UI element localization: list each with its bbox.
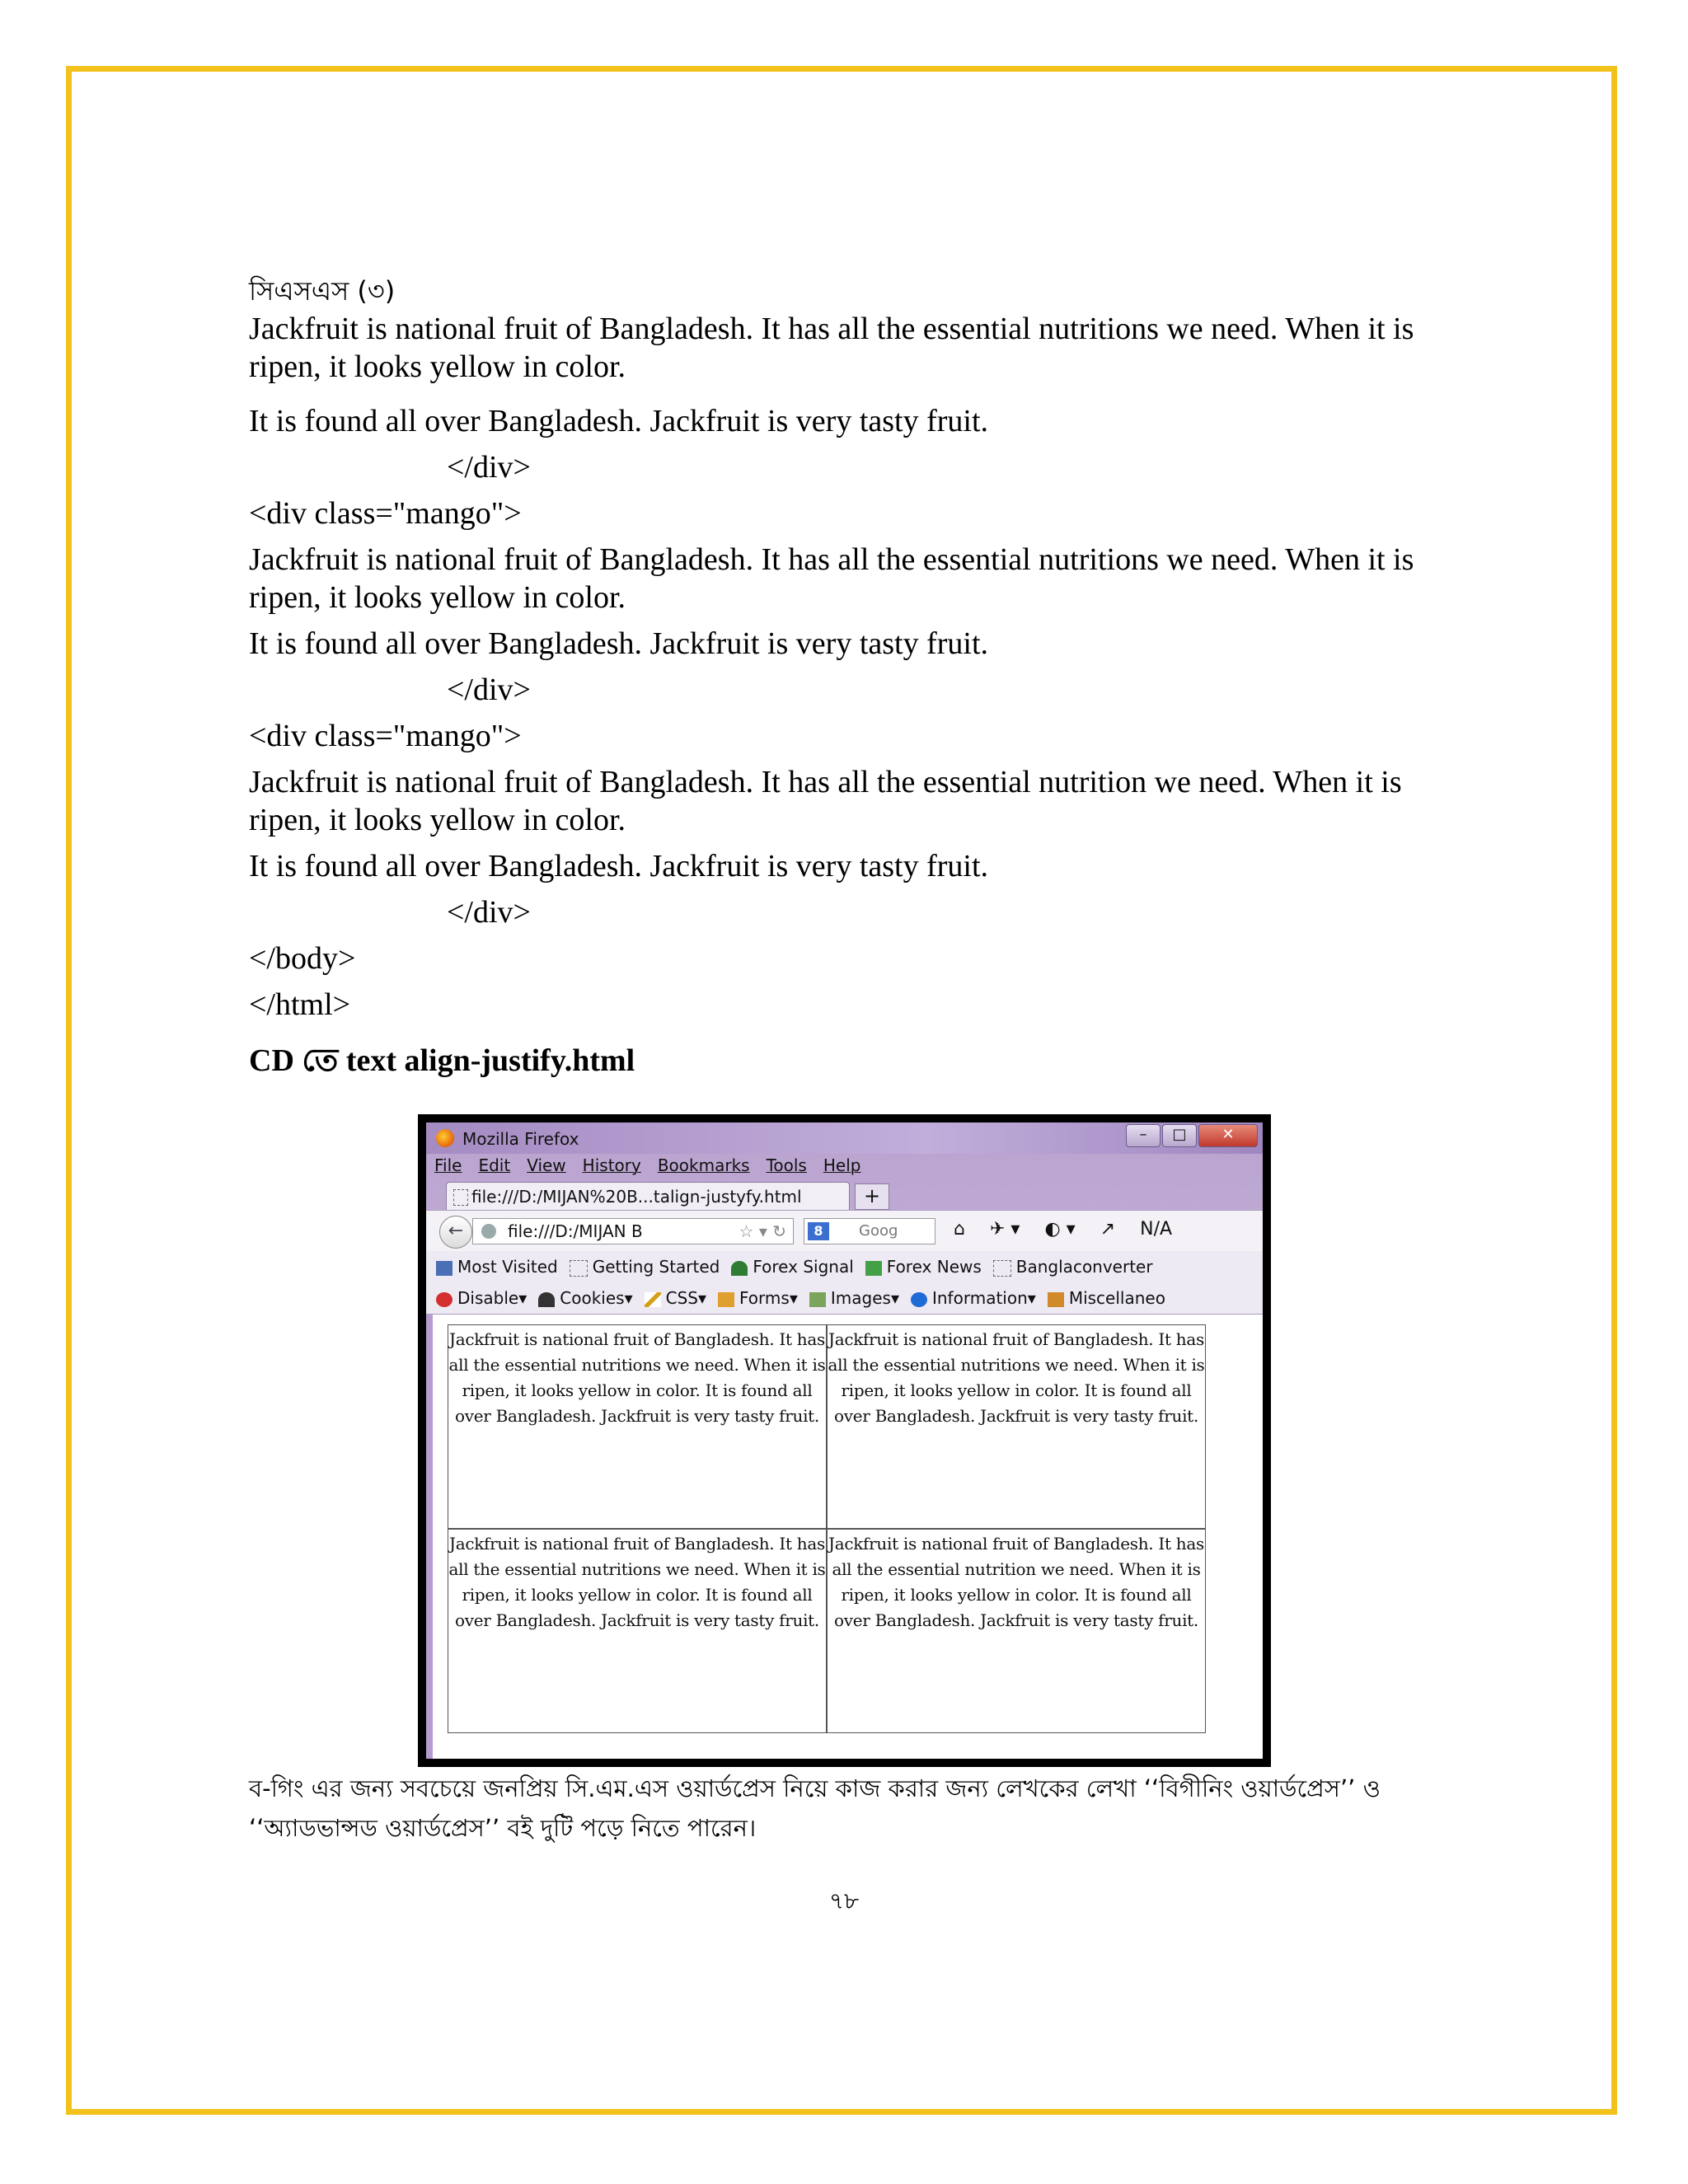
paragraph-1b: It is found all over Bangladesh. Jackfruit is very tasty fruit.: [249, 404, 989, 438]
addon-icon[interactable]: ✈ ▾: [989, 1219, 1020, 1240]
paragraph-2b: It is found all over Bangladesh. Jackfruit is very tasty fruit.: [249, 626, 989, 661]
navigation-toolbar: [426, 1210, 1263, 1252]
back-button[interactable]: ←: [439, 1216, 472, 1249]
grid-cell: Jackfruit is national fruit of Bangladesh. It has all the essential nutritions we need. When it is ripen, it looks yellow in color. It is found all over Bangladesh. Jackfruit is very tasty fruit.: [827, 1324, 1206, 1529]
webdev-label: Forms: [739, 1288, 790, 1308]
grid-cell: Jackfruit is national fruit of Bangladesh. It has all the essential nutritions we need. When it is ripen, it looks yellow in color. It is found all over Bangladesh. Jackfruit is very tasty fruit.: [448, 1529, 827, 1733]
menu-help[interactable]: Help: [823, 1155, 861, 1175]
side-strip: [426, 1315, 433, 1759]
content-grid: [448, 1324, 1206, 1733]
bookmark-label: Forex News: [886, 1257, 982, 1277]
page-icon: [993, 1260, 1011, 1277]
paragraph-1: Jackfruit is national fruit of Bangladesh. It has all the essential nutritions we need. When it is ripen, it looks yellow in color.: [249, 312, 1414, 384]
paragraph-3b: It is found all over Bangladesh. Jackfruit is very tasty fruit.: [249, 849, 989, 883]
bookmark-getting-started[interactable]: [570, 1257, 720, 1277]
menu-history[interactable]: History: [582, 1155, 641, 1175]
menu-tools[interactable]: Tools: [766, 1155, 807, 1175]
menu-file[interactable]: File: [434, 1155, 462, 1175]
code-close-div-2: </div>: [447, 673, 531, 707]
paragraph-2: Jackfruit is national fruit of Bangladesh. It has all the essential nutritions we need. When it is ripen, it looks yellow in color.: [249, 542, 1414, 615]
globe-icon: [481, 1224, 496, 1239]
search-placeholder: Goog: [859, 1222, 898, 1240]
menu-bar: [434, 1155, 860, 1175]
caption-text: ব-গিং এর জন্য সবচেয়ে জনপ্রিয় সি.এম.এস ওয়ার্ডপ্রেস নিয়ে কাজ করার জন্য লেখকের লেখা ‘‘বিগীনিং ওয়ার্ডপ্রেস’’ ও ‘‘অ্যাডভান্সড ওয়ার্ডপ্রেস’’ বই দুটি পড়ে নিতে পারেন।: [249, 1774, 1381, 1842]
tab-label: file:///D:/MIJAN%20B...talign-justyfy.html: [471, 1187, 802, 1207]
menu-edit[interactable]: Edit: [478, 1155, 511, 1175]
bookmark-label: Banglaconverter: [1015, 1257, 1153, 1277]
na-label: N/A: [1140, 1219, 1173, 1240]
webdev-label: Images: [830, 1288, 891, 1308]
minimize-button[interactable]: –: [1126, 1124, 1160, 1147]
webdev-label: CSS: [665, 1288, 698, 1308]
bell-icon: [731, 1261, 748, 1276]
chart-icon[interactable]: ↗: [1100, 1219, 1116, 1240]
page-icon: [570, 1260, 588, 1277]
menu-view[interactable]: View: [527, 1155, 566, 1175]
globe-addon-icon[interactable]: ◐ ▾: [1044, 1219, 1076, 1240]
bookmark-label: Getting Started: [592, 1257, 720, 1277]
news-icon: [865, 1261, 882, 1276]
webdev-cookies[interactable]: Cookies▾: [538, 1288, 632, 1308]
browser-screenshot: [418, 1114, 1271, 1767]
webdev-forms[interactable]: Forms▾: [718, 1288, 798, 1308]
disable-icon: [436, 1292, 452, 1307]
bookmark-label: Forex Signal: [753, 1257, 854, 1277]
paragraph-3: Jackfruit is national fruit of Bangladesh. It has all the essential nutrition we need. When it is ripen, it looks yellow in color.: [249, 765, 1402, 837]
webdev-miscellaneous[interactable]: [1048, 1288, 1165, 1308]
page-viewport: [426, 1315, 1263, 1759]
css-icon: [645, 1292, 661, 1307]
forms-icon: [718, 1292, 734, 1307]
webdev-label: Cookies: [560, 1288, 625, 1308]
cd-file-label: CD তে text align-justify.html: [249, 1043, 635, 1078]
web-developer-toolbar: [426, 1282, 1263, 1315]
bookmark-forex-signal[interactable]: [731, 1257, 853, 1277]
firefox-window: [426, 1122, 1263, 1759]
misc-icon: [1048, 1292, 1064, 1307]
home-icon[interactable]: ⌂: [954, 1219, 965, 1240]
bookmark-banglaconverter[interactable]: [993, 1257, 1153, 1277]
webdev-label: Miscellaneo: [1068, 1288, 1165, 1308]
close-button[interactable]: ✕: [1198, 1124, 1258, 1147]
webdev-images[interactable]: Images▾: [809, 1288, 899, 1308]
webdev-information[interactable]: Information▾: [911, 1288, 1036, 1308]
section-heading: সিএসএস (৩): [249, 275, 396, 307]
code-open-div-3: <div class="mango">: [249, 719, 522, 753]
google-icon: 8: [808, 1222, 829, 1240]
window-title: Mozilla Firefox: [462, 1129, 579, 1149]
cookies-icon: [538, 1292, 555, 1307]
tab-strip: [434, 1182, 1263, 1210]
window-controls: [1126, 1124, 1258, 1147]
code-close-html: </html>: [249, 987, 351, 1022]
star-icon[interactable]: ☆ ▾ ↻: [738, 1221, 786, 1241]
maximize-button[interactable]: □: [1162, 1124, 1197, 1147]
search-box[interactable]: [804, 1218, 935, 1244]
nav-icons: [954, 1219, 1172, 1240]
firefox-logo-icon: [436, 1129, 454, 1147]
page-number: ৭৮: [828, 1887, 860, 1915]
code-close-body: </body>: [249, 941, 356, 976]
bookmarks-toolbar: [426, 1251, 1263, 1282]
webdev-css[interactable]: CSS▾: [645, 1288, 706, 1308]
webdev-label: Disable: [457, 1288, 519, 1308]
grid-cell: Jackfruit is national fruit of Bangladesh. It has all the essential nutrition we need. When it is ripen, it looks yellow in color. It is found all over Bangladesh. Jackfruit is very tasty fruit.: [827, 1529, 1206, 1733]
most-visited-icon: [436, 1261, 452, 1276]
bookmark-most-visited[interactable]: [436, 1257, 558, 1277]
info-icon: [911, 1292, 927, 1307]
url-text: file:///D:/MIJAN B: [508, 1221, 643, 1241]
bookmark-forex-news[interactable]: [865, 1257, 982, 1277]
code-open-div-2: <div class="mango">: [249, 496, 522, 531]
new-tab-button[interactable]: +: [855, 1183, 889, 1210]
menu-bookmarks[interactable]: Bookmarks: [657, 1155, 750, 1175]
url-bar[interactable]: [472, 1218, 794, 1244]
tab-active[interactable]: [446, 1182, 850, 1210]
images-icon: [809, 1292, 826, 1307]
bookmark-label: Most Visited: [457, 1257, 558, 1277]
page-icon: [453, 1189, 468, 1206]
webdev-label: Information: [931, 1288, 1028, 1308]
grid-cell: Jackfruit is national fruit of Bangladesh. It has all the essential nutritions we need. When it is ripen, it looks yellow in color. It is found all over Bangladesh. Jackfruit is very tasty fruit.: [448, 1324, 827, 1529]
code-close-div-1: </div>: [447, 450, 531, 485]
code-close-div-3: </div>: [447, 895, 531, 930]
title-bar: [426, 1122, 1263, 1154]
webdev-disable[interactable]: Disable▾: [436, 1288, 527, 1308]
